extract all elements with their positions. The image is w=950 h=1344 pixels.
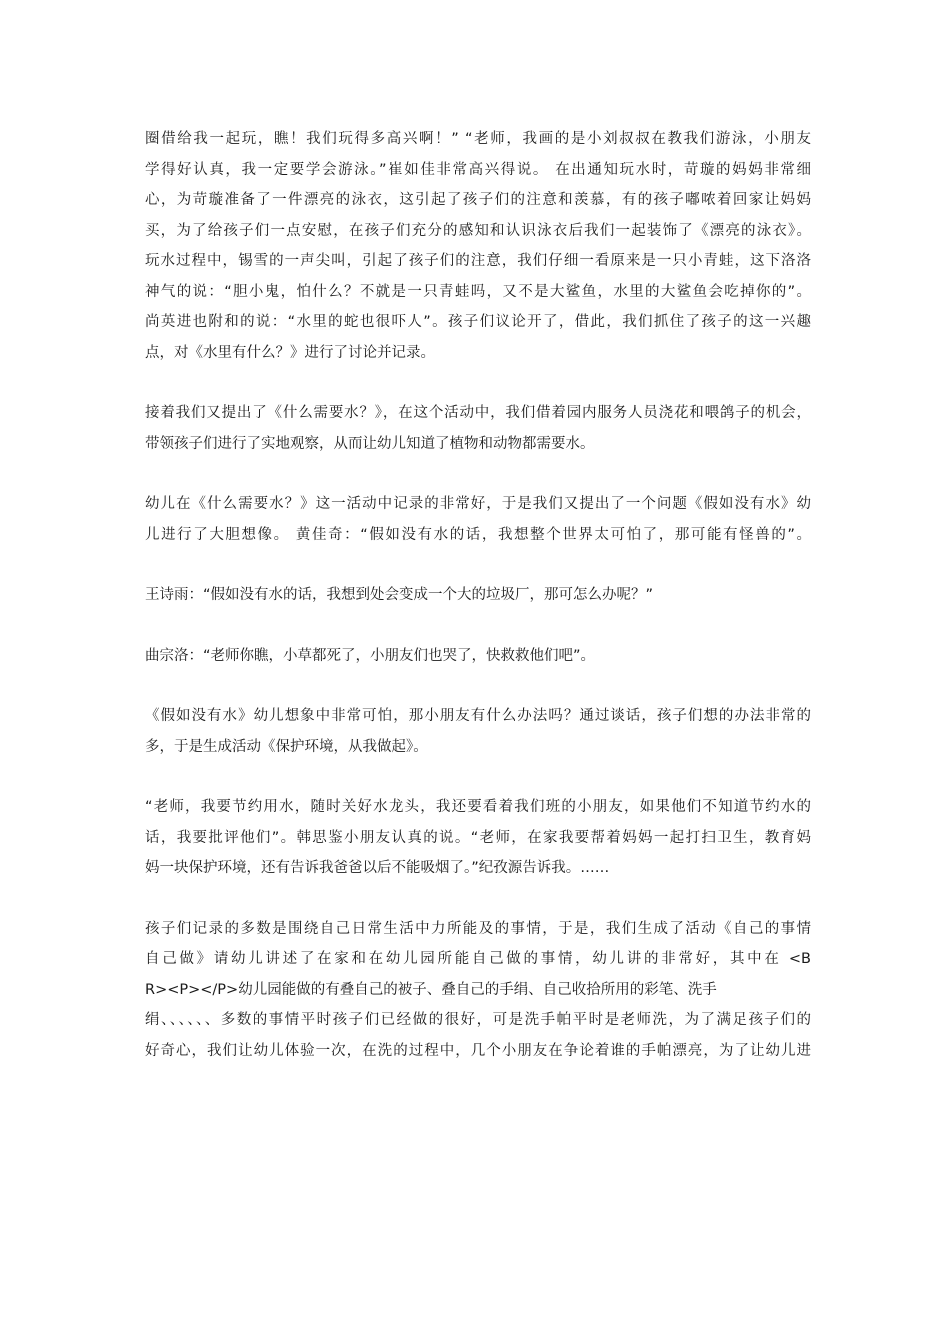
text-line: 心，为苛璇准备了一件漂亮的泳衣，这引起了孩子们的注意和羡慕，有的孩子嘟哝着回家让妈妈 [145, 192, 811, 208]
text-line: 学得好认真，我一定要学会游泳。”崔如佳非常高兴得说。 在出通知玩水时，苛璇的妈妈非常细 [145, 161, 811, 178]
text-line: 儿进行了大胆想像。 黄佳奇：“假如没有水的话，我想整个世界太可怕了，那可能有怪兽的”。 [145, 526, 811, 543]
paragraph-protect-environment [145, 701, 811, 762]
text-line: “老师，我要节约用水，随时关好水龙头，我还要看着我们班的小朋友，如果他们不知道节约水的 [145, 799, 811, 815]
text-line: 幼儿在《什么需要水？》这一活动中记录的非常好，于是我们又提出了一个问题《假如没有水》幼 [145, 496, 811, 512]
text-line: 好奇心，我们让幼儿体验一次，在洗的过程中，几个小朋友在争论着谁的手帕漂亮，为了让幼儿进 [145, 1042, 811, 1059]
paragraph-wang-shiyu [145, 580, 811, 611]
text-line: 接着我们又提出了《什么需要水？》，在这个活动中，我们借着园内服务人员浇花和喂鸽子的机会， [145, 405, 811, 421]
document-body [145, 124, 811, 1066]
text-line: 买，为了给孩子们一点安慰，在孩子们充分的感知和认识泳衣后我们一起装饰了《漂亮的泳衣》。 [145, 222, 811, 239]
text-line: 多，于是生成活动《保护环境，从我做起》。 [145, 738, 428, 755]
paragraph-qu-zongluo [145, 641, 811, 672]
paragraph-do-it-yourself [145, 914, 811, 1067]
text-line: 带领孩子们进行了实地观察，从而让幼儿知道了植物和动物都需要水。 [145, 435, 595, 452]
paragraph-what-needs-water [145, 398, 811, 459]
text-line: 玩水过程中，锡雪的一声尖叫，引起了孩子们的注意，我们仔细一看原来是一只小青蛙，这下洛洛 [145, 253, 811, 269]
text-line: 绢、、、、、、多数的事情平时孩子们已经做的很好，可是洗手帕平时是老师洗，为了满足孩子们的 [145, 1012, 811, 1028]
text-line: 妈一块保护环境，还有告诉我爸爸以后不能吸烟了。”纪孜源告诉我。…… [145, 860, 610, 876]
text-line: R><P></P>幼儿园能做的有叠自己的被子、叠自己的手绢、自己收拾所用的彩笔、洗手 [145, 981, 717, 998]
text-line: 尚英进也附和的说：“水里的蛇也很吓人”。孩子们议论开了，借此，我们抓住了孩子的这一兴趣 [145, 314, 811, 330]
paragraph-if-no-water [145, 489, 811, 550]
text-line: 自己做》请幼儿讲述了在家和在幼儿园所能自己做的事情，幼儿讲的非常好，其中在 <B [145, 951, 811, 967]
text-line: 圈借给我一起玩，瞧！我们玩得多高兴啊！” “老师，我画的是小刘叔叔在教我们游泳，小朋友 [145, 131, 811, 147]
paragraph-swimming [145, 124, 811, 368]
text-line: 曲宗洛：“老师你瞧，小草都死了，小朋友们也哭了，快救救他们吧”。 [145, 647, 596, 664]
text-line: 孩子们记录的多数是围绕自己日常生活中力所能及的事情，于是，我们生成了活动《自己的事情 [145, 920, 811, 937]
text-line: 《假如没有水》幼儿想象中非常可怕，那小朋友有什么办法吗？通过谈话，孩子们想的办法非常的 [145, 708, 811, 724]
text-line: 点，对《水里有什么？》进行了讨论并记录。 [145, 344, 435, 361]
text-line: 话，我要批评他们”。韩思鉴小朋友认真的说。“老师，在家我要帮着妈妈一起打扫卫生，教育妈 [145, 829, 811, 846]
text-line: 神气的说：“胆小鬼，怕什么？不就是一只青蛙吗，又不是大鲨鱼，水里的大鲨鱼会吃掉你的”。 [145, 283, 811, 300]
paragraph-save-water [145, 792, 811, 884]
text-line: 王诗雨：“假如没有水的话，我想到处会变成一个大的垃圾厂，那可怎么办呢？” [145, 587, 654, 603]
